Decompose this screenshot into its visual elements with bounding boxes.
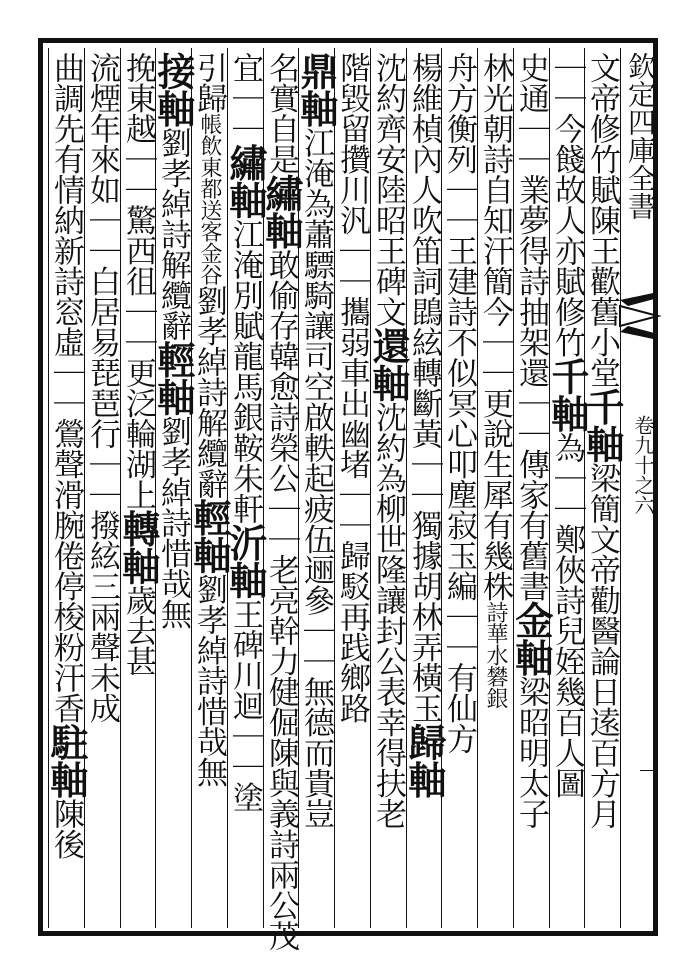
body-text: 劉孝綽詩惜哉無: [155, 415, 191, 629]
text-column: [443, 52, 475, 927]
margin-volume-label: 卷九十之六: [631, 415, 655, 515]
body-text: 名實自是: [263, 52, 299, 174]
headword: 還軸: [366, 326, 411, 402]
body-text: ｜｜今餞故人亦賦修竹: [549, 52, 585, 357]
body-text: 曲調先有情納新詩窓虛｜｜鶯聲滑腕倦停梭粉汗香: [48, 52, 84, 723]
body-text: 王碑川迴｜｜塗: [227, 598, 263, 812]
text-column: [187, 52, 232, 927]
headword: 千軸: [545, 357, 590, 432]
headword: 接軸: [151, 52, 196, 127]
headword: 歸軸: [402, 723, 447, 798]
headword: 轉軸: [116, 509, 161, 585]
body-text: 舟方衡列｜｜王建詩不似冥心叩塵寂玉編｜｜有仙方: [441, 52, 477, 754]
text-column: [580, 52, 625, 927]
body-text: 楊維楨內人吹笛詞鵾絃轉斷黃｜｜獨據胡林弄橫玉: [406, 52, 442, 723]
headword: 沂軸: [223, 523, 268, 599]
headword: 繡軸: [259, 174, 304, 249]
body-text: 沈約齊安陸昭王碑文: [370, 52, 406, 327]
text-column: [402, 52, 447, 927]
text-column: [545, 52, 590, 927]
headword: 輕軸: [187, 498, 232, 574]
body-text: 劉孝綽詩解纜辭: [155, 127, 191, 341]
text-column: [116, 52, 161, 927]
headword: 金軸: [509, 601, 554, 676]
body-text: 劉孝綽詩解纜辭: [191, 285, 227, 499]
body-text: 階毀留攢川汎｜｜攜弱車出幽堵｜｜歸駁再践鄉路: [334, 52, 370, 723]
annotation-text: 帳飲東都送客金谷: [197, 113, 222, 285]
body-text: 沈約為柳世隆讓封公表幸得扶老: [370, 401, 406, 829]
body-text: 史通｜｜業夢得詩抽架還｜｜傳家有舊書: [513, 52, 549, 601]
headword: 鼎軸: [294, 52, 339, 127]
body-text: 林光朝詩自知汗簡今｜｜更說生犀有幾株: [477, 52, 513, 601]
headword: 千: [580, 387, 625, 425]
text-column: [151, 52, 196, 927]
text-column: [336, 52, 368, 927]
body-text: 江淹為蕭驃騎讓司空啟軼起疲伍逦參｜｜無德而貴豈: [298, 127, 334, 829]
annotation-text: 詩華水礬銀: [483, 601, 508, 709]
body-text: 流煙年來如｜｜白居易琵琶行｜｜撥絃三兩聲未成: [84, 52, 120, 723]
text-column: [509, 52, 554, 927]
body-text: 梁簡文帝勸醫論日逺百方月: [584, 462, 620, 829]
text-column: [294, 52, 339, 927]
body-text: 為｜｜鄭俠詩兒姪幾百人圖: [549, 432, 585, 798]
body-text: 敢偷存韓愈詩榮公｜｜老亮幹力健倔陳與義詩兩公茂: [263, 249, 299, 951]
body-text: 文帝修竹賦陳王歡舊小堂: [584, 52, 620, 388]
headword: 繡軸: [223, 143, 268, 219]
body-text: 江淹別賦龍馬銀鞍朱軒: [227, 218, 263, 524]
body-text: 歲去甚: [120, 584, 156, 676]
body-text: 劉孝綽詩惜哉無: [191, 573, 227, 787]
headword: 輕軸: [151, 340, 196, 416]
text-column: [259, 52, 304, 951]
text-column: [86, 52, 118, 927]
body-text: 陳後: [48, 798, 84, 859]
body-text: 宜｜｜: [227, 52, 263, 144]
text-column: [366, 52, 411, 927]
margin-divider: [640, 770, 658, 787]
body-text: 挽東越｜｜驚西徂｜｜更泛輪湖上: [120, 52, 156, 510]
fish-tail-mark-icon: [620, 292, 658, 340]
headword: 駐軸: [44, 723, 89, 798]
body-text: 梁昭明太子: [513, 676, 549, 829]
headword: 軸: [580, 425, 625, 463]
body-text: 引歸: [191, 52, 227, 113]
text-column: [479, 52, 511, 927]
margin-book-title: 欽定四庫全書: [624, 52, 657, 220]
text-column: [223, 52, 268, 927]
text-column: [44, 52, 89, 927]
column-rule: [620, 48, 621, 928]
